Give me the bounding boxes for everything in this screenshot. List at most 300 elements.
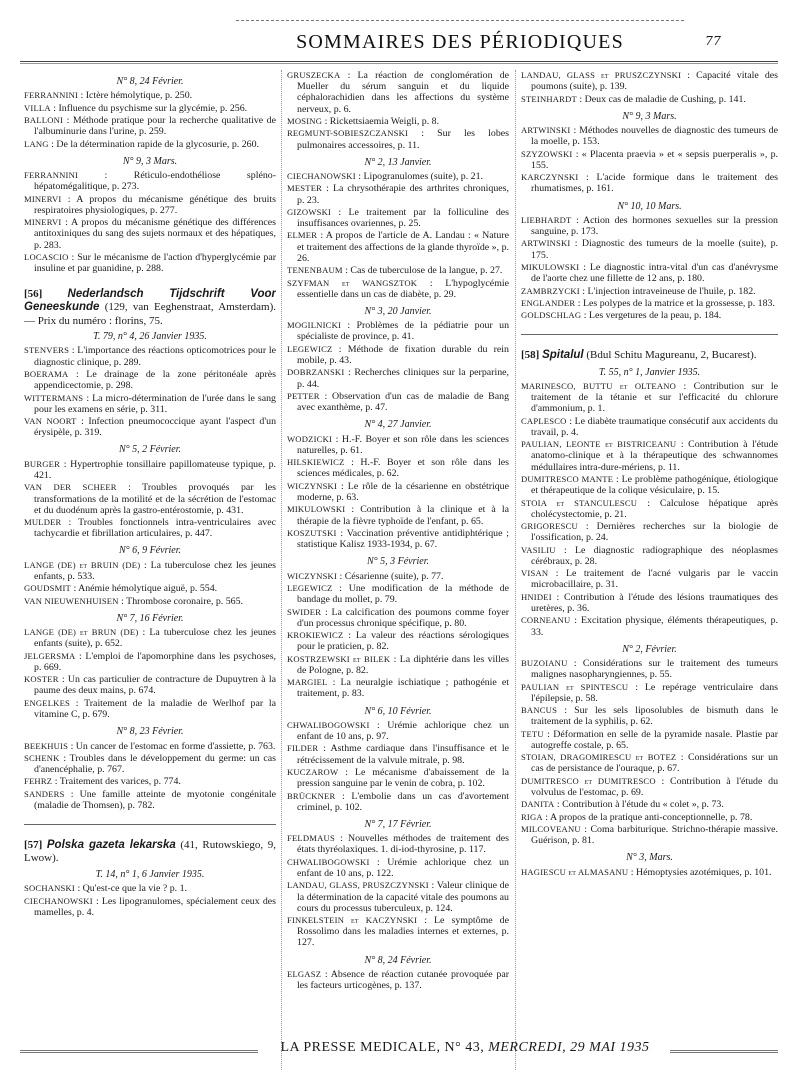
article-entry: [24, 674, 276, 696]
article-title: : Le traitement de l'acné vulgaris par le vaccin microbacillaire, p. 31.: [531, 568, 778, 591]
column-middle: [287, 70, 509, 1035]
article-title: : Troubles fonctionnels intra-ventriculaires avec tachycardie et fibrillation articulaires, p. 447.: [34, 517, 276, 540]
article-title: : Traitement des varices, p. 774.: [54, 776, 181, 788]
journal-info: (Bdul Schitu Magureanu, 2, Bucarest).: [586, 349, 757, 362]
article-title: : Urémie achlorique chez un enfant de 10 ans, p. 122.: [297, 856, 509, 879]
article-title: : Contribution à la clinique et à la thérapie de la fièvre typhoïde de l'enfant, p. 65.: [297, 504, 509, 527]
article-author: LANGE (DE) et BRUIN (DE): [24, 559, 141, 570]
article-title: : Considérations sur le traitement des tumeurs malignes nasopharyngiennes, p. 55.: [531, 657, 778, 681]
article-entry: [24, 90, 276, 101]
journal-heading: [521, 349, 778, 362]
article-author: FEHRZ: [24, 776, 53, 787]
article-entry: [24, 883, 276, 894]
article-title: : Sur le mécanisme de l'action d'hyperglycémie par insuline et par guanidine, p. 288.: [34, 251, 276, 275]
article-title: : L'hypoglycémie essentielle dans un cas de diabète, p. 29.: [297, 277, 509, 300]
column-left: [24, 70, 276, 1035]
article-entry: [24, 194, 276, 216]
article-author: ZAMBRZYCKI: [521, 285, 580, 296]
issue-heading: N° 7, 16 Février.: [116, 612, 184, 624]
article-author: KOSZUTSKI: [287, 527, 337, 538]
article-author: VASILIU: [521, 544, 556, 555]
article-title: : Rickettsiaemia Weigli, p. 8.: [324, 115, 440, 127]
article-author: BANCUS: [521, 705, 558, 716]
article-author: KROKIEWICZ: [287, 630, 344, 641]
article-title: : Méthode pratique pour la recherche qualitative de l'albuminurie dans l'urine, p. 259.: [34, 115, 276, 138]
article-title: : H.-F. Boyer et son rôle dans les sciences naturelles, p. 61.: [297, 433, 509, 456]
article-entry: [521, 298, 778, 309]
article-entry: [521, 592, 778, 614]
article-title: : A propos de la pratique anti-conceptionnelle, p. 78.: [545, 811, 753, 823]
article-author: FILDER: [287, 743, 319, 754]
issue-heading: N° 4, 27 Janvier.: [364, 419, 432, 431]
article-author: WITTERMANS: [24, 392, 84, 403]
article-author: GOLDSCHLAG: [521, 310, 582, 321]
article-entry: [521, 658, 778, 680]
journal-name: Nederlandsch Tijdschrift Voor Geneeskunde: [24, 288, 276, 314]
issue-heading: N° 9, 3 Mars.: [622, 110, 677, 122]
article-entry: [287, 969, 509, 991]
article-entry: [287, 654, 509, 676]
article-title: : Cas de tuberculose de la langue, p. 27.: [345, 265, 503, 277]
article-title: : La micro-détermination de l'urée dans le sang pour les examens en série, p. 311.: [34, 392, 276, 415]
article-entry: [521, 381, 778, 415]
article-author: CORNEANU: [521, 615, 571, 626]
article-author: CAPLESCO: [521, 415, 567, 426]
article-entry: [521, 729, 778, 751]
journal-number: [56]: [24, 288, 43, 301]
journal-number: [57]: [24, 839, 43, 852]
article-title: : Le diabète traumatique consécutif aux accidents du travail, p. 4.: [531, 415, 778, 438]
article-entry: [24, 789, 276, 811]
article-author: MOGILNICKI: [287, 320, 342, 331]
article-entry: [287, 128, 509, 150]
article-author: CHWALIBOGOWSKI: [287, 856, 370, 867]
article-author: MARGIEL: [287, 677, 328, 688]
article-title: : A propos du mécanisme génétique des différences antitoxiniques du sang des sujets normaux et des hépatiques, p. 283.: [34, 217, 276, 251]
article-entry: [287, 70, 509, 115]
article-author: CIECHANOWSKI: [24, 895, 93, 906]
article-title: : Urémie achlorique chez un enfant de 10 ans, p. 97.: [297, 719, 509, 743]
article-title: : Excitation physique, éléments thérapeutiques, p. 33.: [531, 615, 778, 638]
page-title: SOMMAIRES DES PÉRIODIQUES: [296, 31, 624, 53]
article-author: TENENBAUM: [287, 265, 343, 276]
article-entry: [521, 615, 778, 637]
issue-heading: N° 3, Mars.: [626, 852, 673, 864]
article-entry: [24, 139, 276, 150]
article-entry: [24, 753, 276, 775]
article-author: TETU: [521, 728, 544, 739]
article-title: : La chrysothérapie des arthrites chroniques, p. 23.: [297, 183, 509, 206]
article-author: FERRANNINI: [24, 90, 79, 101]
article-title: : H.-F. Boyer et son rôle dans les sciences médicales, p. 62.: [297, 457, 509, 480]
article-title: : La neuralgie ischiatique ; pathogénie et traitement, p. 83.: [297, 677, 509, 700]
article-title: : Contribution à l'étude des lésions traumatiques des uretères, p. 36.: [531, 591, 778, 614]
article-entry: [24, 596, 276, 607]
article-author: MARINESCO, BUTTU et OLTEANO: [521, 380, 677, 391]
article-title: : Hémoptysies azotémiques, p. 101.: [630, 866, 772, 878]
article-entry: [521, 172, 778, 194]
issue-heading: N° 10, 10 Mars.: [617, 200, 682, 212]
article-title: : Coma barbiturique. Strichno-thérapie massive. Guérison, p. 81.: [531, 824, 778, 847]
article-title: : Le mécanisme d'abaissement de la pression sanguine par le venin de cobra, p. 102.: [297, 766, 509, 790]
journal-name: Spitalul: [542, 349, 584, 362]
article-title: : Un cas particulier de contracture de Dupuytren à la paume des deux mains, p. 674.: [34, 674, 276, 697]
article-author: KOSTER: [24, 674, 59, 685]
footer-journal: LA PRESSE MEDICALE, N°: [280, 1040, 462, 1055]
article-author: ELGASZ: [287, 968, 322, 979]
article-entry: [521, 498, 778, 520]
article-entry: [521, 752, 778, 774]
article-title: : Déformation en selle de la pyramide nasale. Plastie par autogreffe costale, p. 65.: [531, 728, 778, 751]
issue-heading: N° 3, 20 Janvier.: [364, 305, 432, 317]
issue-heading: N° 2, Février.: [622, 643, 677, 655]
article-author: SWIDER: [287, 606, 322, 617]
article-author: KUCZAROW: [287, 766, 339, 777]
article-title: : Méthode de fixation durable du rein mobile, p. 43.: [297, 343, 509, 367]
article-title: : Traitement de la maladie de Werlhof par la vitamine C, p. 679.: [34, 697, 276, 721]
journal-number: [58]: [521, 349, 540, 362]
article-entry: [287, 278, 509, 300]
article-author: MOSING: [287, 115, 323, 126]
article-entry: [521, 474, 778, 496]
article-author: DUMITRESCO et DUMITRESCO: [521, 775, 656, 786]
article-title: : Thrombose coronaire, p. 565.: [121, 595, 243, 607]
article-entry: [24, 627, 276, 649]
article-entry: [24, 517, 276, 539]
article-author: SCHENK: [24, 752, 60, 763]
article-author: VILLA: [24, 102, 51, 113]
article-entry: [24, 103, 276, 114]
article-title: : « Placenta praevia » et « sepsis puerperalis », p. 155.: [531, 148, 778, 171]
issue-heading: N° 5, 3 Février.: [366, 556, 430, 568]
article-entry: [521, 439, 778, 473]
volume-heading: T. 14, n° 1, 6 Janvier 1935.: [95, 868, 205, 880]
article-author: MINERVI: [24, 193, 62, 204]
header-rule: [20, 63, 778, 64]
article-author: DUMITRESCO MANTE: [521, 473, 614, 484]
article-title: : Troubles dans le développement du germe: un cas d'anencéphalie, p. 767.: [34, 752, 276, 776]
article-title: : Le symptôme de Rossolimo dans les maladies internes et externes, p. 127.: [297, 915, 509, 949]
article-entry: [287, 116, 509, 127]
article-title: : L'embolie dans un cas d'avortement criminel, p. 102.: [297, 790, 509, 813]
article-author: SANDERS: [24, 788, 65, 799]
article-entry: [287, 265, 509, 276]
article-entry: [287, 571, 509, 582]
article-author: VAN NOORT: [24, 416, 77, 427]
header-top-rule: [236, 20, 684, 21]
article-author: LANGE (DE) et BRUN (DE): [24, 627, 139, 638]
article-entry: [521, 238, 778, 260]
article-title: : La diphtérie dans les villes de Pologne, p. 82.: [297, 653, 509, 676]
article-author: ENGLANDER: [521, 297, 576, 308]
article-title: : Recherches cliniques sur la perparine, p. 44.: [297, 367, 509, 390]
article-author: MILCOVEANU: [521, 824, 581, 835]
article-entry: [287, 630, 509, 652]
article-title: : Césarienne (suite), p. 77.: [339, 570, 444, 582]
article-entry: [287, 743, 509, 765]
article-entry: [287, 583, 509, 605]
article-author: DOBRZANSKI: [287, 367, 345, 378]
article-entry: [24, 217, 276, 251]
article-entry: [24, 651, 276, 673]
journal-info: (129, van Eeghenstraat, Amsterdam). — Prix du numéro : florins, 75.: [24, 301, 276, 327]
article-entry: [287, 434, 509, 456]
article-author: STEINHARDT: [521, 93, 577, 104]
article-title: : Infection pneumococcique ayant l'aspect d'un érysipèle, p. 319.: [34, 416, 276, 439]
article-entry: [521, 867, 778, 878]
article-author: KOSTRZEWSKI et BILEK: [287, 653, 391, 664]
journal-heading: [24, 288, 276, 327]
article-author: WICZYNSKI: [287, 480, 338, 491]
article-entry: [287, 171, 509, 182]
article-entry: [521, 215, 778, 237]
article-entry: [521, 94, 778, 105]
article-author: BEEKHUIS: [24, 740, 69, 751]
article-author: BRÜCKNER: [287, 790, 336, 801]
article-entry: [521, 125, 778, 147]
footer-rule: [20, 1050, 258, 1053]
article-title: : Les vergetures de la peau, p. 184.: [583, 310, 722, 322]
article-author: ENGELKES: [24, 697, 70, 708]
footer-rule: [670, 1050, 778, 1053]
article-title: : Valeur clinique de la détermination de la capacité vitale des poumons au cours du processus tuberculeux, p. 124.: [297, 880, 509, 914]
issue-heading: N° 8, 23 Février.: [116, 726, 184, 738]
article-title: : Capacité vitale des poumons (suite), p. 139.: [531, 70, 778, 93]
article-author: WODZICKI: [287, 433, 333, 444]
section-divider: [24, 824, 276, 825]
volume-heading: T. 79, n° 4, 26 Janvier 1935.: [93, 331, 207, 343]
article-entry: [24, 369, 276, 391]
footer-number: 43,: [461, 1040, 485, 1055]
article-title: : Le rôle de la césarienne en obstétrique moderne, p. 63.: [297, 480, 509, 503]
article-entry: [521, 262, 778, 284]
article-entry: [521, 286, 778, 297]
column-divider: [515, 70, 516, 1070]
article-entry: [521, 149, 778, 171]
article-entry: [287, 767, 509, 789]
page-number: 77: [705, 33, 721, 48]
article-title: : Réticulo-endothéliose spléno-hépatomégalitique, p. 273.: [34, 170, 276, 193]
article-author: WICZYNSKI: [287, 570, 338, 581]
article-author: BALLONI: [24, 115, 64, 126]
article-title: : L'injection intraveineuse de l'huile, p. 182.: [582, 285, 756, 297]
footer: [262, 1040, 668, 1056]
article-entry: [521, 705, 778, 727]
article-title: : Ictère hémolytique, p. 250.: [80, 90, 193, 102]
article-title: : Sur les sels liposolubles de bismuth dans le traitement de la syphilis, p. 62.: [531, 705, 778, 728]
article-author: BUZOIANU: [521, 657, 568, 668]
article-title: : Sur les lobes pulmonaires accessoires, p. 11.: [297, 128, 509, 151]
article-title: : Nouvelles méthodes de traitement des états thyréolaxiques. 1. di-iod-thyrosine, p. 117.: [297, 833, 509, 856]
article-title: : A propos du mécanisme génétique des bruits respiratoires physiologiques, p. 277.: [34, 193, 276, 216]
article-author: SOCHANSKI: [24, 883, 75, 894]
article-author: ARTWINSKI: [521, 238, 571, 249]
article-entry: [24, 741, 276, 752]
article-entry: [287, 607, 509, 629]
article-entry: [24, 583, 276, 594]
article-title: : Deux cas de maladie de Cushing, p. 141.: [579, 93, 746, 105]
article-author: ELMER: [287, 230, 318, 241]
article-author: LANG: [24, 138, 49, 149]
article-title: : A propos de l'article de A. Landau : « Nature et traitement des affections de la glande thyroïde », p. 26.: [297, 230, 509, 264]
issue-heading: N° 2, 13 Janvier.: [364, 156, 432, 168]
article-title: : Le diagnostic radiographique des néoplasmes cérébraux, p. 28.: [531, 544, 778, 567]
article-entry: [24, 776, 276, 787]
article-author: FINKELSTEIN et KACZYNSKI: [287, 915, 418, 926]
article-entry: [287, 320, 509, 342]
issue-heading: N° 6, 9 Février.: [118, 545, 182, 557]
article-title: : Observation d'un cas de maladie de Bang avec exanthème, p. 47.: [297, 390, 509, 414]
article-title: : La valeur des réactions sérologiques pour le praticien, p. 82.: [297, 630, 509, 653]
article-entry: [287, 183, 509, 205]
article-title: : Calculose hépatique après cholécystectomie, p. 21.: [531, 497, 778, 520]
issue-heading: N° 6, 10 Février.: [364, 705, 432, 717]
article-entry: [287, 230, 509, 264]
article-title: : Contribution à l'étude du volvulus de l'estomac, p. 69.: [531, 775, 778, 798]
article-entry: [521, 416, 778, 438]
article-title: : La tuberculose chez les jeunes enfants, p. 533.: [34, 559, 276, 582]
article-title: : Problèmes de la pédiatrie pour un spécialiste de province, p. 41.: [297, 320, 509, 343]
article-entry: [287, 880, 509, 914]
article-author: VAN NIEUWENHUISEN: [24, 595, 119, 606]
article-title: : Influence du psychisme sur la glycémie, p. 256.: [53, 102, 248, 114]
article-author: MESTER: [287, 183, 323, 194]
issue-heading: N° 8, 24 Février.: [116, 76, 184, 87]
article-title: : Une famille atteinte de myotonie congénitale (maladie de Thomsen), p. 782.: [34, 788, 276, 812]
article-title: : Anémie hémolytique aiguë, p. 554.: [73, 583, 218, 595]
article-entry: [521, 799, 778, 810]
article-entry: [287, 457, 509, 479]
column-divider: [281, 70, 282, 1070]
article-entry: [521, 70, 778, 92]
journal-info: (41, Rutowskiego, 9, Lwow).: [24, 839, 276, 865]
article-title: : La calcification des poumons comme foyer d'un processus chronique spécifique, p. 80.: [297, 606, 509, 629]
column-right: [521, 70, 778, 1035]
article-entry: [521, 521, 778, 543]
issue-heading: N° 8, 24 Février.: [364, 954, 432, 966]
article-entry: [24, 170, 276, 192]
article-author: VAN DER SCHEER: [24, 482, 117, 493]
article-author: RIGA: [521, 811, 543, 822]
article-entry: [287, 207, 509, 229]
article-entry: [24, 482, 276, 516]
article-author: BOERAMA: [24, 368, 69, 379]
article-author: GIZOWSKI: [287, 206, 332, 217]
article-entry: [24, 345, 276, 367]
article-entry: [521, 568, 778, 590]
article-entry: [287, 720, 509, 742]
article-title: : La tuberculose chez les jeunes enfants (suite), p. 652.: [34, 627, 276, 650]
article-author: LOCASCIO: [24, 251, 69, 262]
article-author: LANDAU, GLASS et PRUSZCZYNSKI: [521, 70, 682, 80]
article-title: : Une modification de la méthode de bandage du mollet, p. 79.: [297, 582, 509, 606]
article-title: : Contribution à l'étude anatomo-clinique et à la thérapeutique des schwannomes médullaires intra-dure-mériens, p. 11.: [531, 439, 778, 473]
article-entry: [24, 896, 276, 918]
article-author: REGMUNT-SOBIESZCZANSKI: [287, 128, 409, 139]
article-author: JELGERSMA: [24, 650, 76, 661]
article-author: CHWALIBOGOWSKI: [287, 719, 370, 730]
article-title: : Les lipogranulomes, spécialement ceux des mamelles, p. 4.: [34, 895, 276, 918]
volume-heading: T. 55, n° 1, Janvier 1935.: [598, 366, 701, 378]
footer-date: MERCREDI, 29 MAI 1935: [484, 1040, 650, 1055]
article-entry: [287, 833, 509, 855]
article-author: SZYZOWSKI: [521, 148, 573, 159]
article-author: MIKULOWSKI: [521, 261, 580, 272]
article-entry: [287, 857, 509, 879]
article-author: VISAN: [521, 568, 549, 579]
article-author: LIEBHARDT: [521, 214, 572, 225]
article-entry: [24, 698, 276, 720]
article-entry: [521, 824, 778, 846]
article-author: FERRANNINI: [24, 170, 79, 181]
article-entry: [521, 812, 778, 823]
article-entry: [287, 481, 509, 503]
article-title: : La réaction de conglomération de Mueller du sérum sanguin et du liquide céphalorachidien dans les affections du système nerveux, p. 6.: [297, 70, 509, 115]
article-author: LEGEWICZ: [287, 343, 333, 354]
article-title: : Absence de réaction cutanée provoquée par les facteurs urticogènes, p. 137.: [297, 968, 509, 992]
article-author: PAULIAN et SPINTESCU: [521, 681, 629, 692]
article-entry: [24, 416, 276, 438]
article-author: CIECHANOWSKI: [287, 170, 356, 181]
article-title: : Les polypes de la matrice et la grossesse, p. 183.: [577, 297, 775, 309]
article-entry: [521, 545, 778, 567]
article-title: : Action des hormones sexuelles sur la pression sanguine, p. 173.: [531, 214, 778, 238]
article-title: : Lipogranulomes (suite), p. 21.: [358, 170, 484, 182]
article-title: : Le diagnostic intra-vital d'un cas d'anévrysme de l'aorte chez une fillette de 12 ans, p. 180.: [531, 261, 778, 285]
article-entry: [287, 915, 509, 949]
article-entry: [287, 344, 509, 366]
article-author: BURGER: [24, 458, 61, 469]
article-author: DANITA: [521, 799, 555, 810]
article-title: : Qu'est-ce que la vie ? p. 1.: [77, 883, 187, 895]
article-title: : Le traitement par la folliculine des insuffisances ovariennes, p. 25.: [297, 206, 509, 230]
article-entry: [287, 677, 509, 699]
article-author: STOIAN, DRAGOMIRESCU et BOTEZ: [521, 752, 677, 763]
article-entry: [521, 776, 778, 798]
article-title: : Le drainage de la zone péritonéale après appendicectomie, p. 298.: [34, 368, 276, 392]
article-author: HILSKIEWICZ: [287, 457, 345, 468]
article-author: MIKULOWSKI: [287, 504, 346, 515]
article-entry: [521, 310, 778, 321]
article-title: : L'emploi de l'apomorphine dans les psychoses, p. 669.: [34, 650, 276, 673]
journal-name: Polska gazeta lekarska: [46, 839, 176, 852]
article-author: FELDMAUS: [287, 833, 335, 844]
article-title: : Contribution sur le traitement de la tétanie et sur l'efficacité du chlorure d'ammonium, p. 1.: [531, 380, 778, 415]
article-entry: [287, 391, 509, 413]
article-title: : De la détermination rapide de la glycosurie, p. 260.: [51, 138, 259, 150]
article-title: : Dernières recherches sur la biologie de l'ossification, p. 24.: [531, 521, 778, 544]
article-entry: [287, 367, 509, 389]
issue-heading: N° 5, 2 Février.: [118, 444, 182, 456]
article-author: GRIGORESCU: [521, 521, 578, 532]
issue-heading: N° 9, 3 Mars.: [122, 155, 178, 167]
article-title: : Méthodes nouvelles de diagnostic des tumeurs de la moelle, p. 153.: [531, 125, 778, 148]
article-author: MINERVI: [24, 217, 62, 228]
article-author: GRUSZECKA: [287, 70, 341, 80]
article-entry: [24, 560, 276, 582]
article-author: HAGIESCU et ALMASANU: [521, 866, 629, 877]
article-title: : L'acide formique dans le traitement des rhumatismes, p. 161.: [531, 172, 778, 195]
article-author: HNIDEI: [521, 591, 552, 602]
article-entry: [287, 504, 509, 526]
article-title: : Vaccination préventive antidiphtérique ; statistique Kalisz 1933-1934, p. 67.: [297, 527, 509, 551]
article-title: : Le problème pathogénique, étiologique et thérapeutique de la colique vésiculaire, p. 15.: [531, 473, 778, 497]
article-title: : L'importance des réactions opticomotrices pour le diagnostic clinique, p. 289.: [34, 345, 276, 368]
article-entry: [521, 682, 778, 704]
article-entry: [24, 115, 276, 137]
journal-heading: [24, 839, 276, 865]
article-title: : Le repérage ventriculaire dans l'épilepsie, p. 58.: [531, 681, 778, 704]
